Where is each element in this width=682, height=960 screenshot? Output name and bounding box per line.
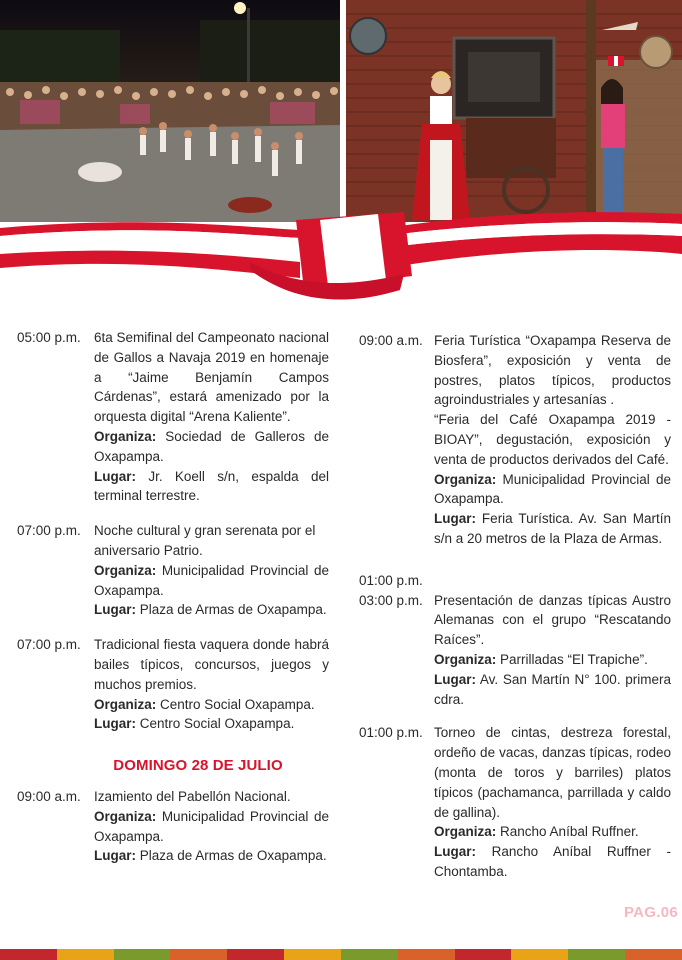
event-organizer	[94, 807, 329, 847]
footer-stripe-segment	[341, 949, 398, 960]
lugar-label: Lugar:	[94, 468, 136, 484]
organiza-label: Organiza:	[434, 651, 497, 667]
event-time: 07:00 p.m.	[17, 523, 81, 539]
day-heading: DOMINGO 28 DE JULIO	[113, 757, 283, 775]
event-venue	[434, 670, 671, 710]
venue-value: Av. San Martín N° 100. primera cdra.	[434, 671, 671, 707]
footer-stripe-segment	[455, 949, 512, 960]
lugar-label: Lugar:	[94, 848, 136, 864]
venue-value: Centro Social Oxapampa.	[136, 716, 295, 732]
organiza-label: Organiza:	[94, 428, 157, 444]
organiza-label: Organiza:	[434, 824, 497, 840]
event-description	[94, 521, 329, 620]
event-description	[94, 635, 329, 734]
event-description	[434, 723, 671, 881]
event-venue	[94, 467, 329, 507]
footer-stripe-segment	[114, 949, 171, 960]
page-number: PAG.06	[623, 904, 678, 921]
event-text: Feria Turística “Oxapampa Reserva de Biosfera”, exposición y venta de postres, platos típicos, productos agroindustriales y artesanías .	[434, 333, 671, 408]
organizer-value: Rancho Aníbal Ruffner.	[496, 824, 639, 840]
event-venue	[434, 509, 671, 549]
lugar-label: Lugar:	[94, 716, 136, 732]
footer-stripe-segment	[625, 949, 682, 960]
event-description	[94, 787, 329, 866]
event-item	[359, 591, 671, 710]
organizer-value: Municipalidad Provincial de Oxapampa.	[434, 471, 671, 507]
event-item	[17, 521, 329, 620]
venue-value: Plaza de Armas de Oxapampa.	[136, 848, 327, 864]
footer-stripe-segment	[0, 949, 57, 960]
event-organizer	[94, 561, 329, 601]
event-venue	[434, 842, 671, 882]
event-item	[17, 635, 329, 734]
organizer-value: Centro Social Oxapampa.	[156, 696, 315, 712]
venue-value: Jr. Koell s/n, espalda del terminal terrestre.	[94, 468, 329, 504]
footer-stripe-segment	[398, 949, 455, 960]
schedule-right-column	[359, 331, 671, 882]
organiza-label: Organiza:	[94, 696, 157, 712]
event-venue	[94, 714, 329, 734]
event-time: 01:00 p.m.	[359, 572, 423, 588]
event-time: 07:00 p.m.	[17, 637, 81, 653]
organiza-label: Organiza:	[434, 471, 497, 487]
footer-stripe	[0, 949, 682, 960]
event-text-secondary: “Feria del Café Oxapampa 2019 - BIOAY”, degustación, exposición y venta de productos derivados del Café.	[434, 412, 671, 467]
venue-value: Plaza de Armas de Oxapampa.	[136, 602, 327, 618]
event-time: 09:00 a.m.	[359, 333, 423, 348]
venue-value: Rancho Aníbal Ruffner - Chontamba.	[434, 844, 671, 879]
footer-stripe-segment	[57, 949, 114, 960]
event-time: 09:00 a.m.	[17, 788, 81, 804]
event-time: 01:00 p.m.	[359, 725, 423, 741]
organiza-label: Organiza:	[94, 808, 157, 824]
event-text: Noche cultural y gran serenata por el aniversario Patrio.	[94, 523, 316, 558]
venue-value: Feria Turística. Av. San Martín s/n a 20 metros de la Plaza de Armas.	[434, 511, 671, 546]
organizer-value: Parrilladas “El Trapiche”.	[496, 651, 648, 667]
organizer-value: Municipalidad Provincial de Oxapampa.	[94, 808, 329, 844]
event-text: Tradicional fiesta vaquera donde habrá bailes típicos, concursos, juegos y muchos premios.	[94, 637, 329, 692]
event-description	[434, 331, 671, 549]
organizer-value: Municipalidad Provincial de Oxapampa.	[94, 562, 329, 598]
footer-stripe-segment	[170, 949, 227, 960]
lugar-label: Lugar:	[434, 844, 476, 860]
event-organizer	[434, 470, 671, 510]
event-description	[434, 591, 671, 710]
event-time: 03:00 p.m.	[359, 592, 423, 608]
event-venue	[94, 600, 329, 620]
footer-stripe-segment	[511, 949, 568, 960]
event-organizer	[94, 427, 329, 467]
event-item	[359, 331, 671, 549]
lugar-label: Lugar:	[434, 671, 476, 687]
event-organizer	[434, 650, 671, 670]
lugar-label: Lugar:	[434, 511, 476, 527]
event-text: Torneo de cintas, destreza forestal, ordeño de vacas, danzas típicas, rodeo (monta de toros y barriles) platos típicos (pachamanca, parrillada y caldo de gallina).	[434, 725, 671, 820]
footer-stripe-segment	[568, 949, 625, 960]
footer-stripe-segment	[284, 949, 341, 960]
event-organizer	[434, 822, 671, 842]
lugar-label: Lugar:	[94, 602, 136, 618]
event-time: 05:00 p.m.	[17, 330, 81, 345]
event-description	[94, 328, 329, 506]
event-item	[359, 723, 671, 881]
event-venue	[94, 846, 329, 866]
schedule-left-column	[17, 328, 329, 866]
flag-ribbon	[0, 150, 682, 315]
event-text: 6ta Semifinal del Campeonato nacional de Gallos a Navaja 2019 en homenaje a “Jaime Benjamín Campos Cárdenas”, estará amenizado por la orquesta digital “Arena Kaliente”.	[94, 330, 329, 425]
event-item	[17, 787, 329, 866]
event-text: Presentación de danzas típicas Austro Alemanas con el grupo “Rescatando Raíces”.	[434, 592, 671, 648]
organizer-value: Sociedad de Galleros de Oxapampa.	[94, 428, 329, 464]
event-organizer	[94, 695, 329, 715]
event-text: Izamiento del Pabellón Nacional.	[94, 788, 291, 804]
organiza-label: Organiza:	[94, 562, 157, 578]
footer-stripe-segment	[227, 949, 284, 960]
event-item	[17, 328, 329, 506]
